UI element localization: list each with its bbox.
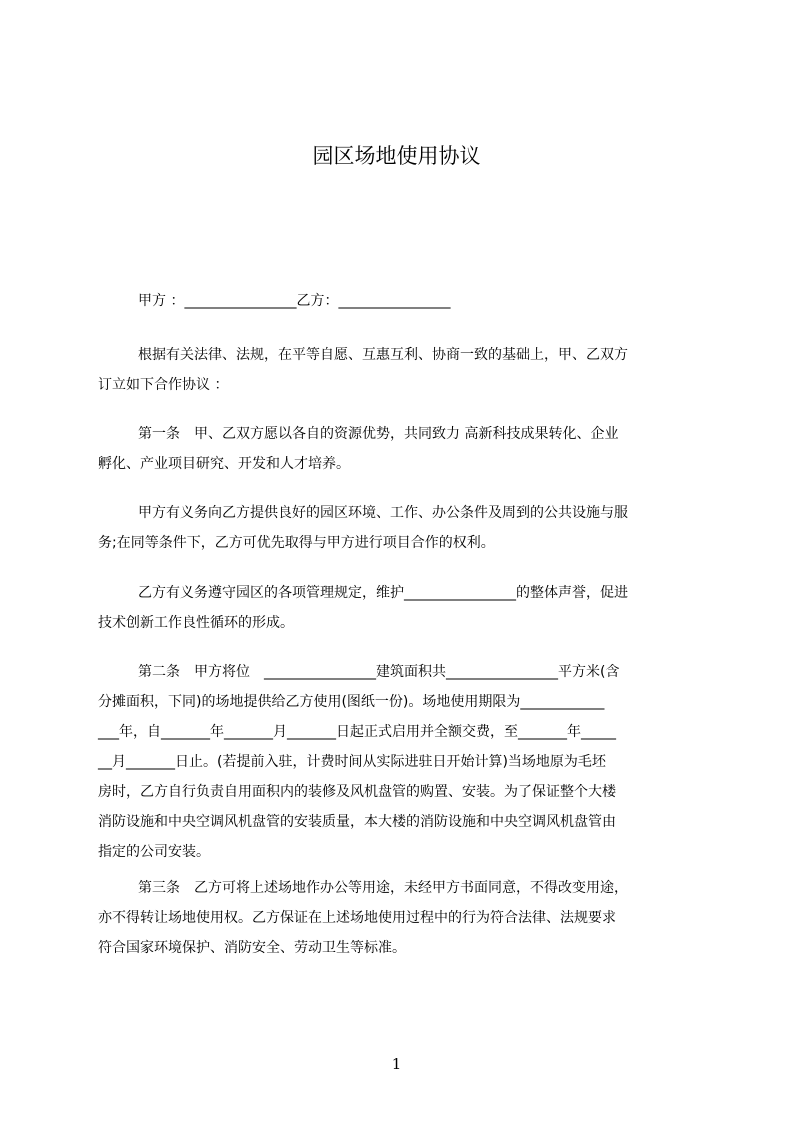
party-a-duty-line: 甲方有义务向乙方提供良好的园区环境、工作、办公条件及周到的公共设施与服 xyxy=(138,505,628,521)
preamble-line: 订立如下合作协议 ： xyxy=(98,377,229,393)
article-1-line: 孵化、产业项目研究、开发和人才培养。 xyxy=(98,456,350,472)
parties-line: 甲方 ：________________乙方：________________ xyxy=(138,293,451,309)
article-3-paragraph xyxy=(98,873,702,963)
article-2-paragraph xyxy=(98,657,702,867)
preamble-line: 根据有关法律、法规，在平等自愿、互惠互利、协商一致的基础上，甲、乙双方 xyxy=(138,347,628,363)
article-2-line: 指定的公司安装。 xyxy=(98,844,210,860)
article-1-paragraph xyxy=(98,419,702,479)
article-2-line: 消防设施和中央空调风机盘管的安装质量，本大楼的消防设施和中央空调风机盘管由 xyxy=(98,814,616,830)
parties-paragraph xyxy=(98,286,702,316)
article-2-line: __月_______日止。(若提前入驻，计费时间从实际进驻日开始计算)当场地原为毛坯 xyxy=(98,754,606,770)
article-2-line: 房时，乙方自行负责自用面积内的装修及风机盘管的购置、安装。为了保证整个大楼 xyxy=(98,784,616,800)
article-1-line: 第一条 甲、乙双方愿以各自的资源优势，共同致力 高新科技成果转化、企业 xyxy=(138,426,619,442)
document-title: 园区场地使用协议 xyxy=(312,144,481,168)
page-number: 1 xyxy=(391,1055,402,1073)
party-b-duty-paragraph xyxy=(98,578,702,638)
party-a-duty-line: 务;在同等条件下，乙方可优先取得与甲方进行项目合作的权利。 xyxy=(98,535,495,551)
article-2-line: 分摊面积，下同)的场地提供给乙方使用(图纸一份)。场地使用期限为____________ xyxy=(98,694,605,710)
article-3-line: 亦不得转让场地使用权。乙方保证在上述场地使用过程中的行为符合法律、法规要求 xyxy=(98,910,616,926)
preamble-paragraph xyxy=(98,340,702,400)
article-3-line: 第三条 乙方可将上述场地作办公等用途，未经甲方书面同意，不得改变用途， xyxy=(138,880,628,896)
article-2-line: ___年，自_______年_______月_______日起正式启用并全额交费，至_______年_____ xyxy=(98,724,616,740)
article-2-line: 第二条 甲方将位 ________________建筑面积共________________平方米(含 xyxy=(138,664,620,680)
article-3-line: 符合国家环境保护、消防安全、劳动卫生等标准。 xyxy=(98,940,406,956)
party-a-duty-paragraph xyxy=(98,498,702,558)
party-b-duty-line: 乙方有义务遵守园区的各项管理规定，维护________________的整体声誉，促进 xyxy=(138,585,628,601)
party-b-duty-line: 技术创新工作良性循环的形成。 xyxy=(98,615,294,631)
